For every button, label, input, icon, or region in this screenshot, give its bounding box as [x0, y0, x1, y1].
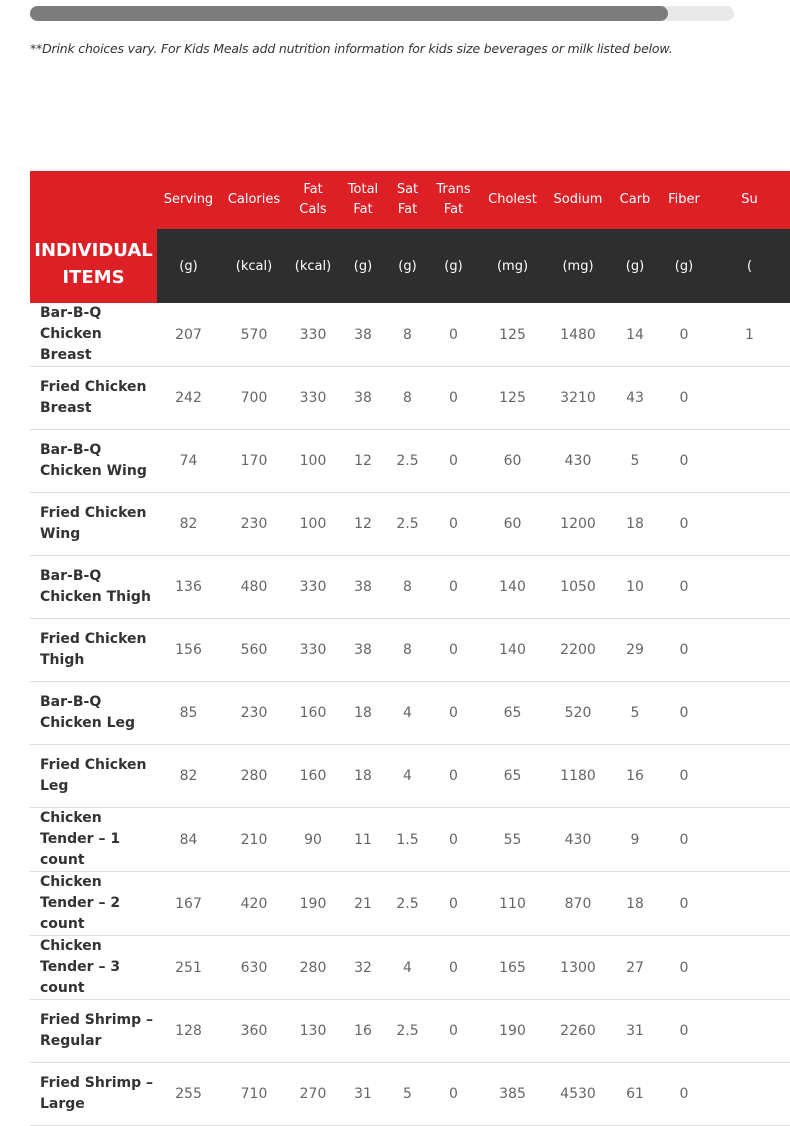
unit-header: (g)	[611, 229, 659, 303]
column-header: Sodium	[545, 171, 611, 229]
column-header: Fiber	[659, 171, 709, 229]
nutrition-value: 8	[388, 619, 427, 682]
unit-header: (g)	[338, 229, 388, 303]
table-row	[30, 1063, 790, 1126]
nutrition-value: 280	[220, 745, 288, 808]
nutrition-value: 29	[611, 619, 659, 682]
nutrition-value: 207	[157, 303, 220, 367]
nutrition-value: 0	[659, 493, 709, 556]
nutrition-value: 5	[611, 682, 659, 745]
nutrition-value: 65	[480, 682, 545, 745]
nutrition-value: 0	[659, 808, 709, 872]
nutrition-table	[30, 171, 790, 1126]
nutrition-value: 190	[480, 1000, 545, 1063]
nutrition-value: 16	[338, 1000, 388, 1063]
column-header: Cholest	[480, 171, 545, 229]
nutrition-value: 4530	[545, 1063, 611, 1126]
nutrition-value: 430	[545, 430, 611, 493]
table-row	[30, 808, 790, 872]
column-header: Fat Cals	[288, 171, 338, 229]
nutrition-value: 1180	[545, 745, 611, 808]
nutrition-value: 61	[611, 1063, 659, 1126]
nutrition-value: 0	[659, 430, 709, 493]
nutrition-value: 167	[157, 872, 220, 936]
nutrition-value: 190	[288, 872, 338, 936]
item-name: Fried Shrimp – Regular	[30, 1000, 157, 1063]
nutrition-value	[709, 493, 790, 556]
nutrition-value: 1.5	[388, 808, 427, 872]
nutrition-value: 110	[480, 872, 545, 936]
nutrition-value	[709, 1000, 790, 1063]
nutrition-value: 27	[611, 936, 659, 1000]
nutrition-value: 710	[220, 1063, 288, 1126]
nutrition-value: 38	[338, 619, 388, 682]
nutrition-value: 0	[659, 1063, 709, 1126]
nutrition-value: 31	[611, 1000, 659, 1063]
nutrition-value: 90	[288, 808, 338, 872]
nutrition-value: 330	[288, 367, 338, 430]
nutrition-value: 165	[480, 936, 545, 1000]
nutrition-value: 870	[545, 872, 611, 936]
nutrition-value: 210	[220, 808, 288, 872]
column-header: Su	[709, 171, 790, 229]
nutrition-value: 0	[427, 303, 480, 367]
nutrition-value: 255	[157, 1063, 220, 1126]
item-name: Chicken Tender – 1 count	[30, 808, 157, 872]
nutrition-value: 156	[157, 619, 220, 682]
nutrition-value: 1050	[545, 556, 611, 619]
nutrition-value: 5	[611, 430, 659, 493]
nutrition-value: 18	[611, 493, 659, 556]
nutrition-value: 430	[545, 808, 611, 872]
nutrition-value: 385	[480, 1063, 545, 1126]
nutrition-value: 21	[338, 872, 388, 936]
table-row	[30, 493, 790, 556]
nutrition-value: 242	[157, 367, 220, 430]
item-name: Bar-B-Q Chicken Breast	[30, 303, 157, 367]
nutrition-value	[709, 682, 790, 745]
nutrition-value: 125	[480, 367, 545, 430]
nutrition-value: 0	[659, 936, 709, 1000]
nutrition-value: 280	[288, 936, 338, 1000]
nutrition-table-container[interactable]	[30, 171, 758, 1112]
nutrition-value: 230	[220, 682, 288, 745]
nutrition-value: 140	[480, 619, 545, 682]
horizontal-scrollbar[interactable]	[30, 6, 734, 21]
nutrition-value: 420	[220, 872, 288, 936]
nutrition-value: 0	[659, 303, 709, 367]
item-name: Fried Chicken Wing	[30, 493, 157, 556]
nutrition-value: 125	[480, 303, 545, 367]
nutrition-value: 330	[288, 556, 338, 619]
nutrition-value: 32	[338, 936, 388, 1000]
unit-header: (kcal)	[288, 229, 338, 303]
nutrition-value: 0	[427, 745, 480, 808]
unit-header: (	[709, 229, 790, 303]
nutrition-value: 0	[427, 1063, 480, 1126]
nutrition-value: 160	[288, 682, 338, 745]
table-row	[30, 303, 790, 367]
drink-note: **Drink choices vary. For Kids Meals add nutrition information for kids size beverages or milk listed below.	[30, 41, 673, 56]
column-header: Serving	[157, 171, 220, 229]
nutrition-value: 140	[480, 556, 545, 619]
column-header: Trans Fat	[427, 171, 480, 229]
nutrition-value: 12	[338, 430, 388, 493]
item-name: Bar-B-Q Chicken Thigh	[30, 556, 157, 619]
nutrition-value: 100	[288, 493, 338, 556]
nutrition-value: 4	[388, 682, 427, 745]
nutrition-value: 570	[220, 303, 288, 367]
nutrition-value: 18	[338, 682, 388, 745]
nutrition-value: 31	[338, 1063, 388, 1126]
nutrition-value: 0	[427, 1000, 480, 1063]
nutrition-value: 700	[220, 367, 288, 430]
item-name: Fried Chicken Leg	[30, 745, 157, 808]
nutrition-value: 55	[480, 808, 545, 872]
table-row	[30, 367, 790, 430]
nutrition-value: 0	[659, 619, 709, 682]
nutrition-value: 2.5	[388, 493, 427, 556]
nutrition-value: 2.5	[388, 430, 427, 493]
nutrition-value: 230	[220, 493, 288, 556]
nutrition-value: 0	[659, 556, 709, 619]
individual-items-header: INDIVIDUAL ITEMS	[30, 171, 157, 303]
item-name: Fried Chicken Breast	[30, 367, 157, 430]
table-row	[30, 682, 790, 745]
nutrition-value: 1	[709, 303, 790, 367]
nutrition-value: 520	[545, 682, 611, 745]
item-name: Fried Shrimp – Large	[30, 1063, 157, 1126]
item-name: Chicken Tender – 2 count	[30, 872, 157, 936]
nutrition-value: 128	[157, 1000, 220, 1063]
unit-header: (mg)	[480, 229, 545, 303]
nutrition-value: 160	[288, 745, 338, 808]
nutrition-value: 136	[157, 556, 220, 619]
nutrition-value	[709, 1063, 790, 1126]
column-header: Total Fat	[338, 171, 388, 229]
nutrition-value: 8	[388, 303, 427, 367]
nutrition-value: 18	[611, 872, 659, 936]
table-row	[30, 1000, 790, 1063]
nutrition-value: 4	[388, 936, 427, 1000]
nutrition-value: 270	[288, 1063, 338, 1126]
nutrition-value	[709, 745, 790, 808]
nutrition-value: 1200	[545, 493, 611, 556]
nutrition-value: 0	[659, 367, 709, 430]
table-row	[30, 872, 790, 936]
nutrition-value: 0	[427, 808, 480, 872]
nutrition-value: 0	[659, 682, 709, 745]
nutrition-value: 85	[157, 682, 220, 745]
nutrition-value: 2.5	[388, 1000, 427, 1063]
nutrition-value: 65	[480, 745, 545, 808]
nutrition-value	[709, 872, 790, 936]
nutrition-value: 0	[427, 493, 480, 556]
nutrition-value: 1300	[545, 936, 611, 1000]
nutrition-value: 84	[157, 808, 220, 872]
unit-header: (mg)	[545, 229, 611, 303]
column-header: Sat Fat	[388, 171, 427, 229]
nutrition-value: 0	[427, 430, 480, 493]
unit-header: (kcal)	[220, 229, 288, 303]
item-name: Bar-B-Q Chicken Wing	[30, 430, 157, 493]
nutrition-value: 60	[480, 493, 545, 556]
nutrition-value: 2.5	[388, 872, 427, 936]
nutrition-value: 0	[427, 367, 480, 430]
nutrition-value: 251	[157, 936, 220, 1000]
nutrition-value: 43	[611, 367, 659, 430]
column-header: Carb	[611, 171, 659, 229]
nutrition-value: 3210	[545, 367, 611, 430]
nutrition-value	[709, 619, 790, 682]
nutrition-value	[709, 367, 790, 430]
nutrition-value: 0	[659, 872, 709, 936]
scrollbar-thumb[interactable]	[30, 6, 668, 21]
nutrition-value: 38	[338, 303, 388, 367]
nutrition-value: 0	[427, 936, 480, 1000]
nutrition-value: 0	[659, 1000, 709, 1063]
nutrition-value: 1480	[545, 303, 611, 367]
nutrition-value: 0	[427, 872, 480, 936]
unit-header: (g)	[427, 229, 480, 303]
nutrition-value: 38	[338, 367, 388, 430]
nutrition-value: 560	[220, 619, 288, 682]
nutrition-value: 480	[220, 556, 288, 619]
nutrition-value: 0	[427, 619, 480, 682]
nutrition-value	[709, 556, 790, 619]
nutrition-value: 18	[338, 745, 388, 808]
nutrition-value: 0	[427, 682, 480, 745]
nutrition-value	[709, 936, 790, 1000]
nutrition-value: 16	[611, 745, 659, 808]
item-name: Bar-B-Q Chicken Leg	[30, 682, 157, 745]
unit-header: (g)	[388, 229, 427, 303]
nutrition-value: 8	[388, 556, 427, 619]
table-row	[30, 430, 790, 493]
nutrition-value: 82	[157, 745, 220, 808]
nutrition-value: 130	[288, 1000, 338, 1063]
nutrition-value: 82	[157, 493, 220, 556]
nutrition-value: 0	[427, 556, 480, 619]
nutrition-value	[709, 808, 790, 872]
nutrition-value: 12	[338, 493, 388, 556]
nutrition-value: 5	[388, 1063, 427, 1126]
nutrition-value: 2200	[545, 619, 611, 682]
table-row	[30, 936, 790, 1000]
unit-header: (g)	[157, 229, 220, 303]
nutrition-value: 330	[288, 619, 338, 682]
table-row	[30, 619, 790, 682]
nutrition-value: 170	[220, 430, 288, 493]
nutrition-value: 11	[338, 808, 388, 872]
nutrition-value: 2260	[545, 1000, 611, 1063]
unit-header: (g)	[659, 229, 709, 303]
nutrition-value: 10	[611, 556, 659, 619]
nutrition-value: 330	[288, 303, 338, 367]
nutrition-value: 9	[611, 808, 659, 872]
column-header: Calories	[220, 171, 288, 229]
nutrition-value: 360	[220, 1000, 288, 1063]
nutrition-value: 60	[480, 430, 545, 493]
nutrition-value	[709, 430, 790, 493]
nutrition-value: 4	[388, 745, 427, 808]
table-row	[30, 745, 790, 808]
nutrition-value: 38	[338, 556, 388, 619]
nutrition-value: 100	[288, 430, 338, 493]
nutrition-value: 14	[611, 303, 659, 367]
nutrition-value: 0	[659, 745, 709, 808]
nutrition-value: 74	[157, 430, 220, 493]
nutrition-value: 630	[220, 936, 288, 1000]
item-name: Fried Chicken Thigh	[30, 619, 157, 682]
table-row	[30, 556, 790, 619]
nutrition-value: 8	[388, 367, 427, 430]
item-name: Chicken Tender – 3 count	[30, 936, 157, 1000]
